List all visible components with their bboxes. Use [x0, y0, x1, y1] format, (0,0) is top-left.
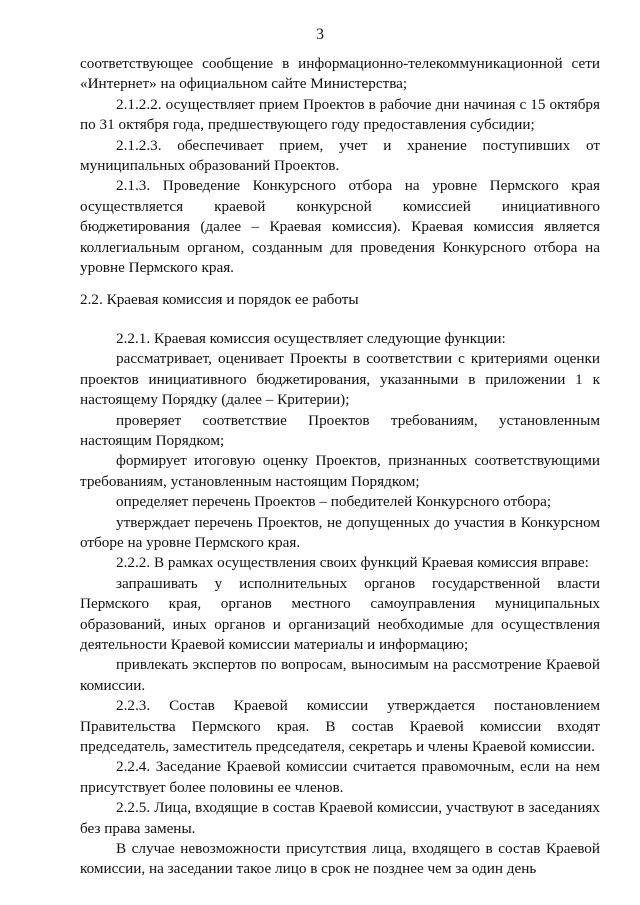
paragraph: 2.2.1. Краевая комиссия осуществляет следующие функции:	[116, 329, 506, 347]
paragraph: определяет перечень Проектов – победителей Конкурсного отбора;	[116, 493, 552, 511]
paragraph: 2.2.4. Заседание Краевой комиссии считается правомочным, если на нем присутствует более половины ее членов.	[80, 758, 600, 796]
paragraph: 2.2.3. Состав Краевой комиссии утверждается постановлением Правительства Пермского края. В состав Краевой комиссии входят председатель, заместитель председателя, секретарь и члены Краевой комиссии.	[80, 697, 600, 755]
section-heading: 2.2. Краевая комиссия и порядок ее работы	[80, 291, 359, 309]
paragraph: 2.1.3. Проведение Конкурсного отбора на уровне Пермского края осуществляется краевой конкурсной комиссией инициативного бюджетирования (далее – Краевая комиссия). Краевая комиссия является коллегиальным органом, созданным для проведения Конкурсного отбора на уровне Пермского края.	[80, 177, 600, 277]
paragraph: 2.2.2. В рамках осуществления своих функций Краевая комиссия вправе:	[116, 554, 589, 572]
paragraph: утверждает перечень Проектов, не допущенных до участия в Конкурсном отборе на уровне Пермского края.	[80, 513, 600, 551]
paragraph: рассматривает, оценивает Проекты в соответствии с критериями оценки проектов инициативного бюджетирования, указанными в приложении 1 к настоящему Порядку (далее – Критерии);	[80, 350, 600, 409]
paragraph: 2.1.2.3. обеспечивает прием, учет и хранение поступивших от муниципальных образований Проектов.	[80, 136, 600, 175]
paragraph: В случае невозможности присутствия лица, входящего в состав Краевой комиссии, на заседании такое лицо в срок не позднее чем за один день	[80, 840, 600, 878]
paragraph: привлекать экспертов по вопросам, выносимым на рассмотрение Краевой комиссии.	[80, 656, 600, 694]
document-body	[80, 54, 600, 880]
paragraph: 2.2.5. Лица, входящие в состав Краевой комиссии, участвуют в заседаниях без права замены.	[80, 799, 600, 837]
paragraph: запрашивать у исполнительных органов государственной власти Пермского края, органов местного самоуправления муниципальных образований, иных органов и организаций необходимые для осуществления деятельности Краевой комиссии материалы и информацию;	[80, 574, 600, 653]
paragraph: проверяет соответствие Проектов требованиям, установленным настоящим Порядком;	[80, 411, 600, 449]
paragraph: соответствующее сообщение в информационно-телекоммуникационной сети «Интернет» на официальном сайте Министерства;	[80, 55, 600, 93]
paragraph: 2.1.2.2. осуществляет прием Проектов в рабочие дни начиная с 15 октября по 31 октября года, предшествующего году предоставления субсидии;	[80, 95, 600, 134]
paragraph: формирует итоговую оценку Проектов, признанных соответствующими требованиям, установленным настоящим Порядком;	[80, 452, 600, 490]
page-number: 3	[316, 26, 324, 43]
